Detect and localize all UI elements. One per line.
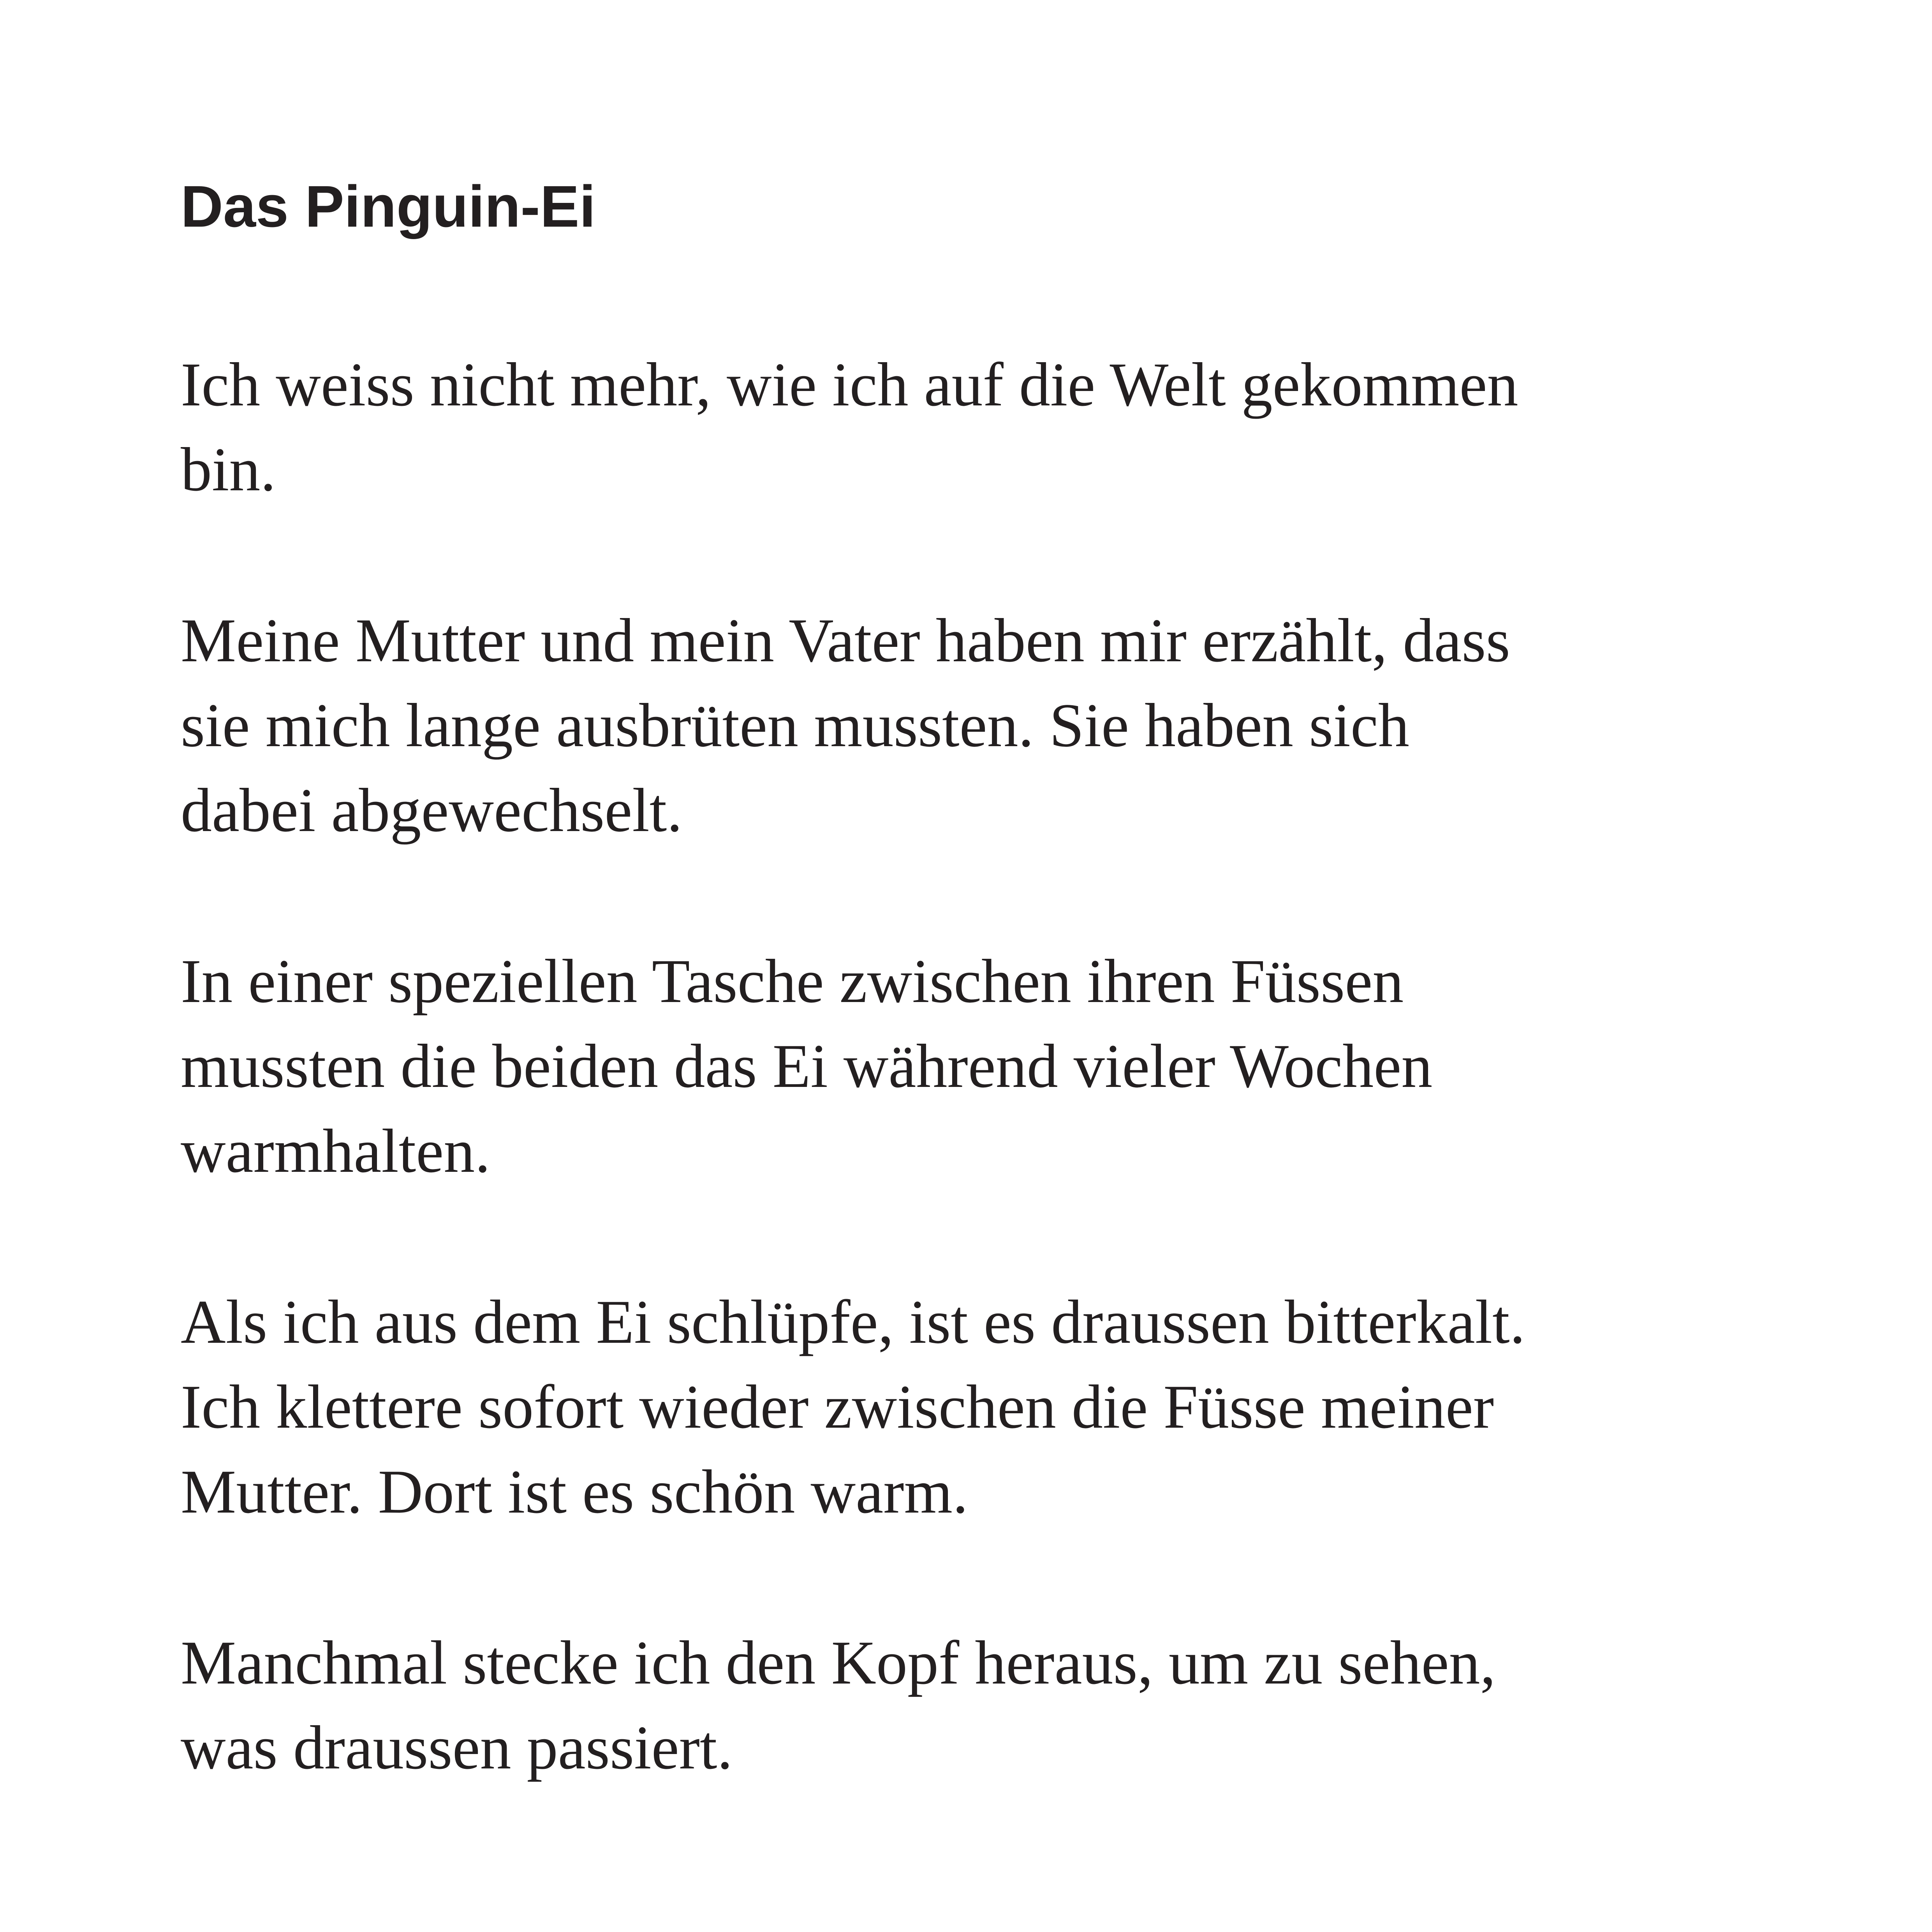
paragraph-line: was draussen passiert. [181,1713,733,1782]
paragraph-line: dabei abgewechselt. [181,775,683,845]
paragraph-line: Als ich aus dem Ei schlüpfe, ist es draussen bitterkalt. [181,1287,1525,1356]
paragraph-1 [181,342,1518,512]
paragraph-2 [181,598,1510,852]
document-title: Das Pinguin-Ei [181,173,596,239]
paragraph-4 [181,1279,1525,1534]
paragraph-line: Manchmal stecke ich den Kopf heraus, um zu sehen, [181,1628,1496,1697]
paragraph-5 [181,1620,1496,1790]
paragraph-line: sie mich lange ausbrüten mussten. Sie haben sich [181,690,1409,760]
paragraph-line: bin. [181,435,276,504]
paragraph-line: mussten die beiden das Ei während vieler Wochen [181,1031,1433,1101]
paragraph-line: Meine Mutter und mein Vater haben mir erzählt, dass [181,606,1510,675]
paragraph-line: Ich weiss nicht mehr, wie ich auf die Welt gekommen [181,350,1518,419]
paragraph-line: In einer speziellen Tasche zwischen ihren Füssen [181,946,1404,1016]
paragraph-3 [181,939,1432,1193]
paragraph-line: Mutter. Dort ist es schön warm. [181,1457,968,1526]
paragraph-line: Ich klettere sofort wieder zwischen die Füsse meiner [181,1372,1494,1441]
paragraph-line: warmhalten. [181,1116,491,1185]
